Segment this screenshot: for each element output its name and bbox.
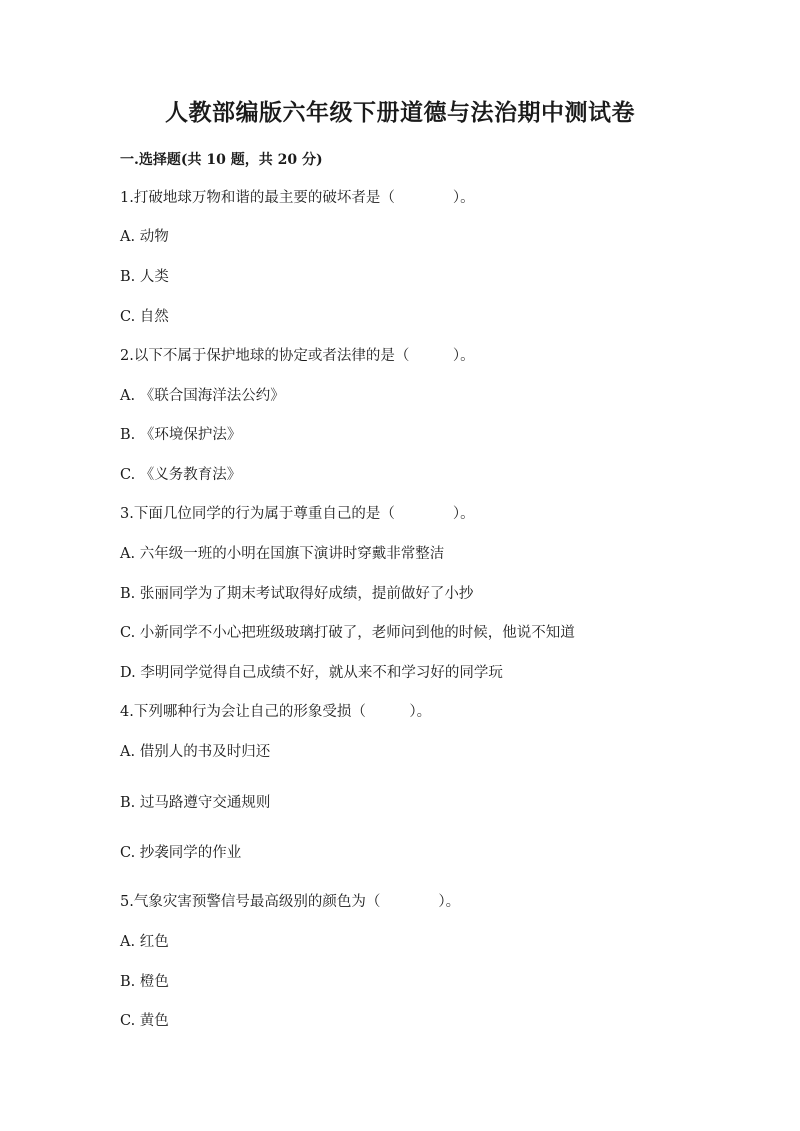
question-3-option-b: B. 张丽同学为了期末考试取得好成绩，提前做好了小抄 bbox=[120, 586, 474, 602]
question-5-option-c: C. 黄色 bbox=[120, 1013, 169, 1029]
section-heading: 一.选择题(共 10 题，共 20 分) bbox=[120, 152, 323, 168]
question-1-option-a: A. 动物 bbox=[120, 229, 169, 245]
question-4-option-a: A. 借别人的书及时归还 bbox=[120, 744, 271, 760]
question-2-option-b: B. 《环境保护法》 bbox=[120, 427, 242, 443]
question-1-option-b: B. 人类 bbox=[120, 269, 169, 285]
question-5-option-a: A. 红色 bbox=[120, 934, 169, 950]
question-1-stem: 1.打破地球万物和谐的最主要的破坏者是（ ）。 bbox=[120, 190, 475, 206]
question-3-option-a: A. 六年级一班的小明在国旗下演讲时穿戴非常整洁 bbox=[120, 546, 445, 562]
question-2-option-c: C. 《义务教育法》 bbox=[120, 467, 242, 483]
question-2-option-a: A. 《联合国海洋法公约》 bbox=[120, 388, 285, 404]
question-1-option-c: C. 自然 bbox=[120, 309, 169, 325]
question-4-option-c: C. 抄袭同学的作业 bbox=[120, 845, 242, 861]
question-4-stem: 4.下列哪种行为会让自己的形象受损（ ）。 bbox=[120, 704, 432, 720]
question-4-option-b: B. 过马路遵守交通规则 bbox=[120, 795, 271, 811]
question-2-stem: 2.以下不属于保护地球的协定或者法律的是（ ）。 bbox=[120, 348, 475, 364]
question-3-option-c: C. 小新同学不小心把班级玻璃打破了，老师问到他的时候，他说不知道 bbox=[120, 625, 575, 641]
question-5-option-b: B. 橙色 bbox=[120, 974, 169, 990]
document-title: 人教部编版六年级下册道德与法治期中测试卷 bbox=[165, 99, 635, 126]
question-3-option-d: D. 李明同学觉得自己成绩不好，就从来不和学习好的同学玩 bbox=[120, 665, 503, 681]
question-5-stem: 5.气象灾害预警信号最高级别的颜色为（ ）。 bbox=[120, 894, 461, 910]
question-3-stem: 3.下面几位同学的行为属于尊重自己的是（ ）。 bbox=[120, 506, 475, 522]
